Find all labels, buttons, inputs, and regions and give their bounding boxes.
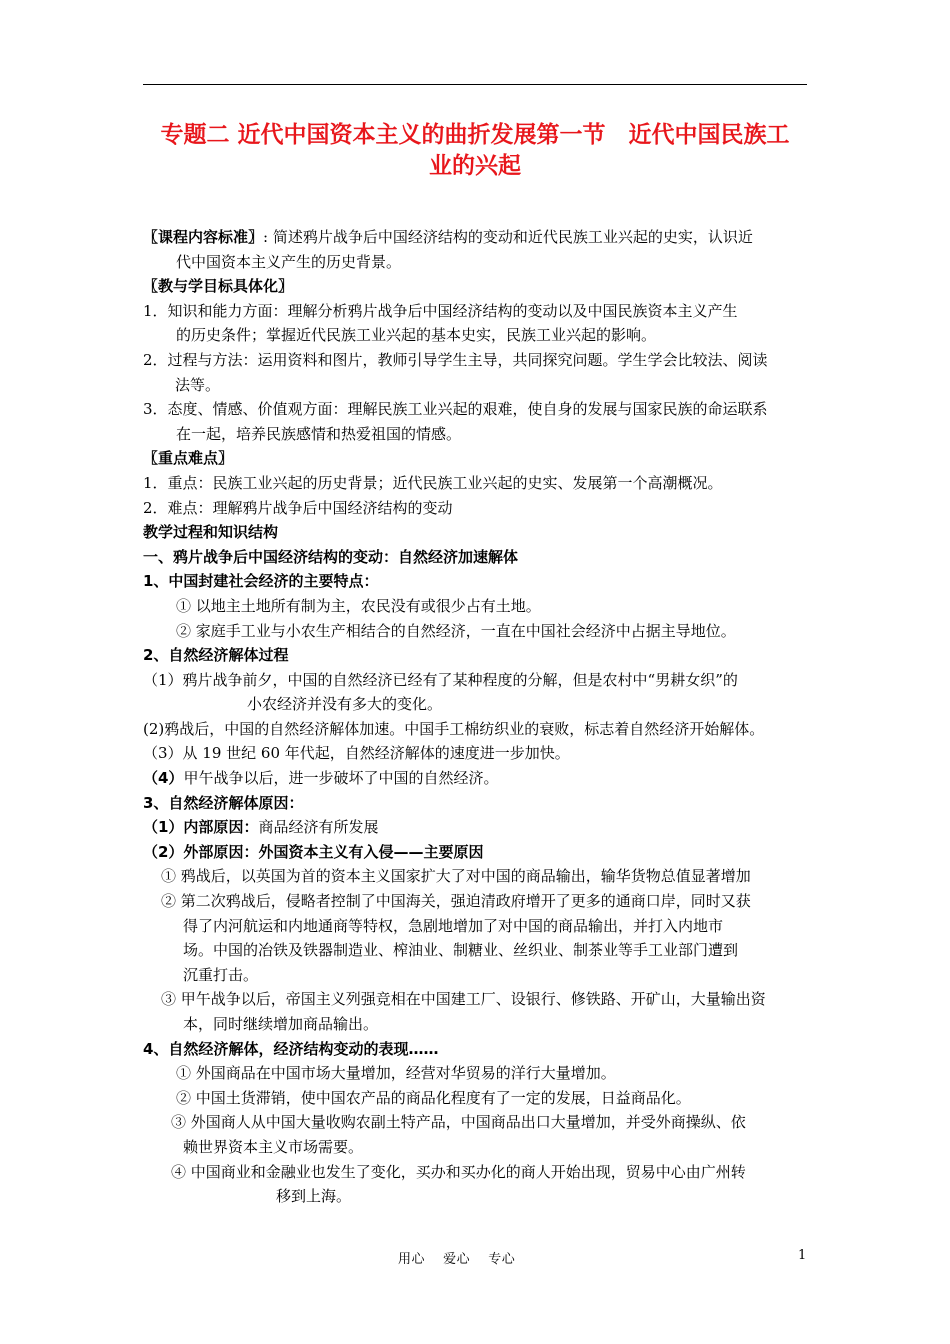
part-2-item-3: （3）从 19 世纪 60 年代起，自然经济解体的速度进一步加快。 — [143, 744, 570, 763]
part-4-item-a: ① 外国商品在中国市场大量增加，经营对华贸易的洋行大量增加。 — [176, 1064, 616, 1083]
part-3-item-1 — [143, 815, 815, 840]
part-3-item-2-c: ③ 甲午战争以后，帝国主义列强竞相在中国建工厂、设银行、修铁路、开矿山，大量输出资 — [161, 990, 766, 1009]
part-2-heading: 2、自然经济解体过程 — [143, 646, 289, 665]
part-3-item-2-b-cont-2: 场。中国的冶铁及铁器制造业、榨油业、制糖业、丝织业、制茶业等手工业部门遭到 — [183, 941, 739, 960]
goal-2-cont: 法等。 — [175, 375, 221, 394]
part-4-item-d-cont: 移到上海。 — [276, 1187, 352, 1206]
part-2-item-4 — [143, 766, 815, 791]
goal-1: 1．知识和能力方面：理解分析鸦片战争后中国经济结构的变动以及中国民族资本主义产生 — [143, 301, 738, 320]
part-4-item-c: ③ 外国商人从中国大量收购农副土特产品，中国商品出口大量增加，并受外商操纵、依 — [171, 1113, 746, 1132]
part-3-item-2-b: ② 第二次鸦战后，侵略者控制了中国海关，强迫清政府增开了更多的通商口岸，同时又获 — [161, 892, 751, 911]
footer-motto: 用心 爱心 专心 — [398, 1252, 516, 1267]
keypoints-heading: 〖重点难点〗 — [143, 449, 234, 468]
part-4-heading: 4、自然经济解体，经济结构变动的表现…… — [143, 1039, 439, 1058]
part-4-item-b: ② 中国土货滞销，使中国农产品的商品化程度有了一定的发展，日益商品化。 — [176, 1088, 691, 1107]
standard-line — [143, 225, 815, 250]
goal-2: 2．过程与方法：运用资料和图片，教师引导学生主导，共同探究问题。学生学会比较法、阅读 — [143, 350, 768, 369]
standard-text: : 简述鸦片战争后中国经济结构的变动和近代民族工业兴起的史实，认识近 — [263, 228, 753, 246]
part-3-item-2-c-cont: 本，同时继续增加商品输出。 — [183, 1015, 379, 1033]
part-2-item-1: （1）鸦片战争前夕，中国的自然经济已经有了某种程度的分解，但是农村中“男耕女织”的 — [143, 670, 738, 689]
title-line-1: 专题二 近代中国资本主义的曲折发展第一节 近代中国民族工 — [160, 122, 790, 148]
part-3-item-2-b-cont-1: 得了内河航运和内地通商等特权，急剧地增加了对中国的商品输出，并打入内地市 — [183, 916, 724, 935]
part-1-heading: 1、中国封建社会经济的主要特点： — [143, 572, 379, 591]
part-3-item-2: （2）外部原因：外国资本主义有入侵——主要原因 — [143, 842, 484, 861]
part-3-item-2-a: ① 鸦战后，以英国为首的资本主义国家扩大了对中国的商品输出，输华货物总值显著增加 — [161, 867, 751, 886]
part-2-item-4-text: 甲午战争以后，进一步破坏了中国的自然经济。 — [183, 769, 499, 788]
process-heading: 教学过程和知识结构 — [143, 523, 279, 542]
standard-label: 〖课程内容标准〗 — [143, 228, 264, 246]
keypoint-1: 1．重点：民族工业兴起的历史背景；近代民族工业兴起的史实、发展第一个高潮概况。 — [143, 473, 723, 492]
part-2-item-2: (2)鸦战后，中国的自然经济解体加速。中国手工棉纺织业的衰败，标志着自然经济开始解体。 — [143, 719, 765, 738]
part-3-item-2-b-cont-3: 沉重打击。 — [183, 965, 259, 984]
part-4-item-c-cont: 赖世界资本主义市场需要。 — [183, 1137, 364, 1156]
goal-3-cont: 在一起，培养民族感情和热爱祖国的情感。 — [176, 424, 462, 443]
part-4-item-d: ④ 中国商业和金融业也发生了变化，买办和买办化的商人开始出现，贸易中心由广州转 — [171, 1162, 746, 1181]
part-2-item-1-cont: 小农经济并没有多大的变化。 — [247, 695, 443, 714]
header-rule — [143, 84, 807, 85]
title-line-2: 业的兴起 — [429, 153, 521, 179]
document-body — [143, 225, 815, 1209]
part-3-item-1-label: （1）内部原因： — [143, 818, 259, 837]
section-1-heading: 一、鸦片战争后中国经济结构的变动：自然经济加速解体 — [143, 547, 519, 566]
page-title — [143, 120, 807, 182]
part-1-item-a: ① 以地主土地所有制为主，农民没有或很少占有土地。 — [176, 596, 541, 615]
standard-line-cont: 代中国资本主义产生的历史背景。 — [176, 252, 402, 271]
part-1-item-b: ② 家庭手工业与小农生产相结合的自然经济，一直在中国社会经济中占据主导地位。 — [176, 621, 736, 640]
goal-1-cont: 的历史条件；掌握近代民族工业兴起的基本史实，民族工业兴起的影响。 — [176, 326, 657, 345]
part-3-item-1-text: 商品经济有所发展 — [258, 818, 379, 837]
part-3-heading: 3、自然经济解体原因： — [143, 793, 304, 812]
keypoint-2: 2．难点：理解鸦片战争后中国经济结构的变动 — [143, 498, 453, 517]
part-2-item-4-num: （4） — [143, 769, 184, 788]
goal-3: 3．态度、情感、价值观方面：理解民族工业兴起的艰难，使自身的发展与国家民族的命运联系 — [143, 400, 768, 419]
goals-heading: 〖教与学目标具体化〗 — [143, 277, 294, 296]
page-number: 1 — [798, 1248, 807, 1263]
